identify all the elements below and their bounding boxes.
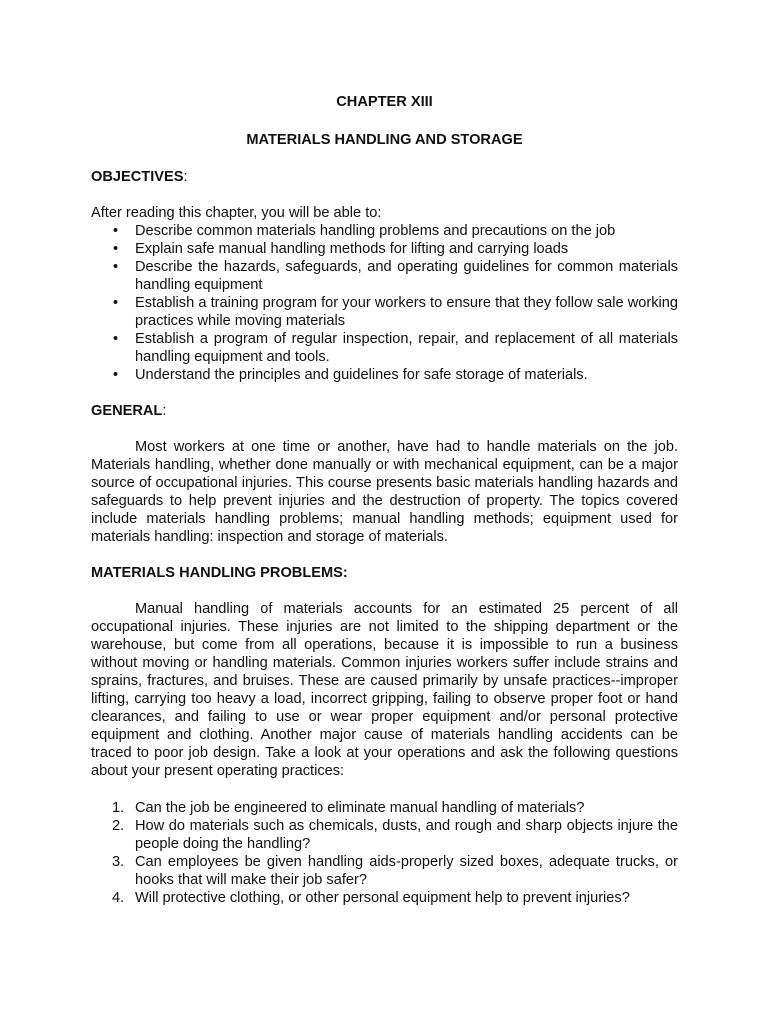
list-item: 4. Will protective clothing, or other personal equipment help to prevent injuries? <box>112 890 630 906</box>
questions-list <box>91 799 678 907</box>
objectives-list <box>91 222 678 384</box>
problems-heading: MATERIALS HANDLING PROBLEMS: <box>91 565 348 581</box>
bullet-icon: • <box>113 331 119 347</box>
list-item: • Describe common materials handling problems and precautions on the job <box>113 223 616 239</box>
chapter-title: MATERIALS HANDLING AND STORAGE <box>246 132 523 148</box>
bullet-icon: • <box>113 259 119 275</box>
list-item: 1. Can the job be engineered to eliminate manual handling of materials? <box>112 800 585 816</box>
item-number: 2. <box>112 818 125 834</box>
bullet-icon: • <box>113 295 119 311</box>
general-paragraph: Most workers at one time or another, have had to handle materials on the job. Materials handling, whether done manually or with mechanical equipment, can be a major source of occupational injuries. This course presents basic materials handling hazards and safeguards to help prevent injuries and the destruction of property. The topics covered include materials handling problems; manual handling methods; equipment used for materials handling: inspection and storage of materials. <box>91 439 678 545</box>
list-item: 2. How do materials such as chemicals, dusts, and rough and sharp objects injure the people doing the handling? <box>112 818 678 852</box>
list-item: • Understand the principles and guidelines for safe storage of materials. <box>113 367 588 383</box>
chapter-label: CHAPTER XIII <box>336 94 433 110</box>
list-item: 3. Can employees be given handling aids-properly sized boxes, adequate trucks, or hooks that will make their job safer? <box>112 854 678 888</box>
list-item: • Establish a training program for your workers to ensure that they follow sale working practices while moving materials <box>113 295 678 329</box>
bullet-icon: • <box>113 367 119 383</box>
problems-paragraph: Manual handling of materials accounts for an estimated 25 percent of all occupational injuries. These injuries are not limited to the shipping department or the warehouse, but come from all operations, because it is impossible to run a business without moving or handling materials. Common injuries workers suffer include strains and sprains, fractures, and bruises. These are caused primarily by unsafe practices--improper lifting, carrying too heavy a load, incorrect gripping, failing to observe proper foot or hand clearances, and failing to use or wear proper equipment and/or personal protective equipment and clothing. Another major cause of materials handling accidents can be traced to poor job design. Take a look at your operations and ask the following questions about your present operating practices: <box>91 601 678 779</box>
general-heading: GENERAL: <box>91 403 167 419</box>
item-number: 3. <box>112 854 125 870</box>
list-item: • Establish a program of regular inspection, repair, and replacement of all materials handling equipment and tools. <box>113 331 678 365</box>
item-number: 1. <box>112 800 125 816</box>
objectives-intro: After reading this chapter, you will be able to: <box>91 205 382 221</box>
objectives-heading: OBJECTIVES: <box>91 169 188 185</box>
bullet-icon: • <box>113 223 119 239</box>
list-item: • Explain safe manual handling methods for lifting and carrying loads <box>113 241 569 257</box>
bullet-icon: • <box>113 241 119 257</box>
item-number: 4. <box>112 890 125 906</box>
list-item: • Describe the hazards, safeguards, and operating guidelines for common materials handling equipment <box>113 259 678 293</box>
